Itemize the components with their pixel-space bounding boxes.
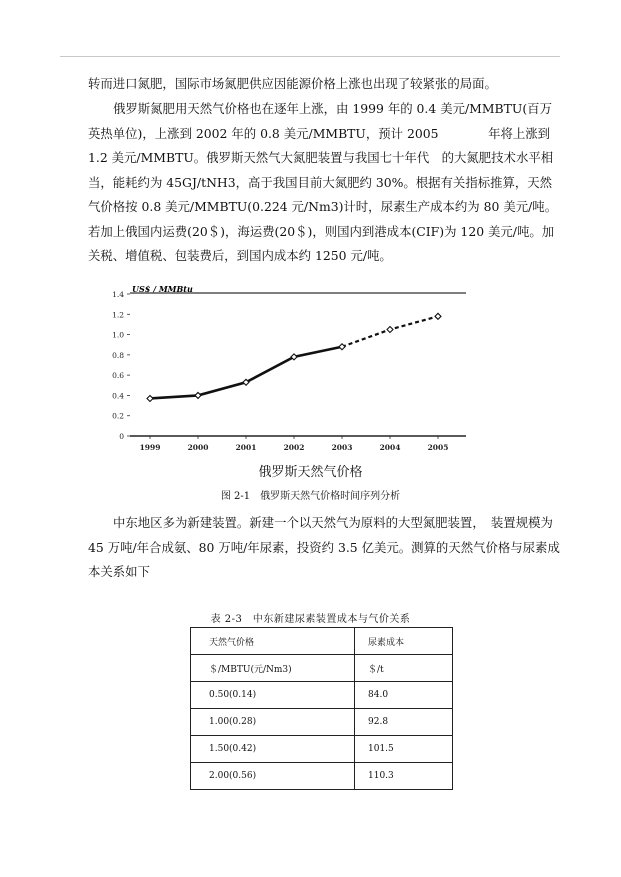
chart-title: 俄罗斯天然气价格 <box>258 465 363 480</box>
cell-urea-cost: 101.5 <box>355 736 453 763</box>
x-tick-label: 2001 <box>235 443 257 452</box>
data-point <box>435 313 441 319</box>
header-gas-price: 天然气价格 <box>191 628 355 655</box>
cell-urea-cost: 92.8 <box>355 709 453 736</box>
table-units-row <box>191 655 453 682</box>
cell-urea-cost: 84.0 <box>355 682 453 709</box>
x-axis-ticks <box>140 436 449 452</box>
data-point <box>339 344 345 350</box>
cell-gas-price: 2.00(0.56) <box>191 763 355 790</box>
x-tick-label: 2005 <box>427 443 449 452</box>
unit-urea-cost: ＄/t <box>355 655 453 682</box>
price-series <box>147 313 441 401</box>
figure-caption: 图 2-1 俄罗斯天然气价格时间序列分析 <box>220 491 401 502</box>
x-tick-label: 2000 <box>187 443 209 452</box>
cell-gas-price: 0.50(0.14) <box>191 682 355 709</box>
data-point <box>387 327 393 333</box>
table-row <box>191 763 453 790</box>
x-tick-label: 2004 <box>379 443 401 452</box>
y-tick-label: 0.2 <box>112 411 124 421</box>
y-tick-label: 1.2 <box>112 310 124 320</box>
data-point <box>147 395 153 401</box>
data-point <box>195 392 201 398</box>
y-tick-label: 0 <box>119 432 124 441</box>
table-row <box>191 709 453 736</box>
cell-gas-price: 1.00(0.28) <box>191 709 355 736</box>
paragraph-middle-east: 中东地区多为新建装置。新建一个以天然气为原料的大型氮肥装置， 装置规模为 45 万吨/年合成氨、80 万吨/年尿素，投资约 3.5 亿美元。测算的天然气价格与尿素成本关系如下 <box>88 515 560 579</box>
gas-price-chart <box>110 284 480 456</box>
cell-gas-price: 1.50(0.42) <box>191 736 355 763</box>
y-tick-label: 0.8 <box>112 350 124 360</box>
x-tick-label: 2003 <box>331 443 353 452</box>
table-row <box>191 736 453 763</box>
table-title: 表 2-3 中东新建尿素装置成本与气价关系 <box>210 614 411 625</box>
y-tick-label: 0.6 <box>112 371 124 381</box>
table-row <box>191 682 453 709</box>
x-tick-label: 1999 <box>139 443 161 452</box>
table-header-row <box>191 628 453 655</box>
paragraph-continued: 转而进口氮肥，国际市场氮肥供应因能源价格上涨也出现了较紧张的局面。 <box>88 76 497 91</box>
header-urea-cost: 尿素成本 <box>355 628 453 655</box>
y-axis-ticks <box>112 290 130 441</box>
unit-gas-price: ＄/MBTU(元/Nm3) <box>191 655 355 682</box>
series-line-actual <box>150 347 342 399</box>
y-tick-label: 1.0 <box>112 330 124 340</box>
cell-urea-cost: 110.3 <box>355 763 453 790</box>
urea-cost-table <box>190 627 453 790</box>
y-axis-label: US$ / MMBtu <box>132 284 193 294</box>
x-tick-label: 2002 <box>283 443 305 452</box>
header-rule <box>60 56 560 57</box>
y-tick-label: 0.4 <box>112 391 124 401</box>
paragraph-russia-gas-price: 俄罗斯氮肥用天然气价格也在逐年上涨，由 1999 年的 0.4 美元/MMBTU(百万英热单位)，上涨到 2002 年的 0.8 美元/MMBTU，预计 2005 年将上涨到 1.2 美元/MMBTU。俄罗斯天然气大氮肥装置与我国七十年代 的大氮肥技术水平相当，能耗约为 45GJ/tNH3，高于我国目前大氮肥约 30%。根据有关指标推算，天然气价格按 0.8 美元/MMBTU(0.224 元/Nm3)计时，尿素生产成本约为 80 美元/吨。若加上俄国内运费(20＄)，海运费(20＄)，则国内到港成本(CIF)为 120 美元/吨。加关税、增值税、包装费后，到国内成本约 1250 元/吨。 <box>88 101 558 263</box>
y-tick-label: 1.4 <box>112 290 124 299</box>
